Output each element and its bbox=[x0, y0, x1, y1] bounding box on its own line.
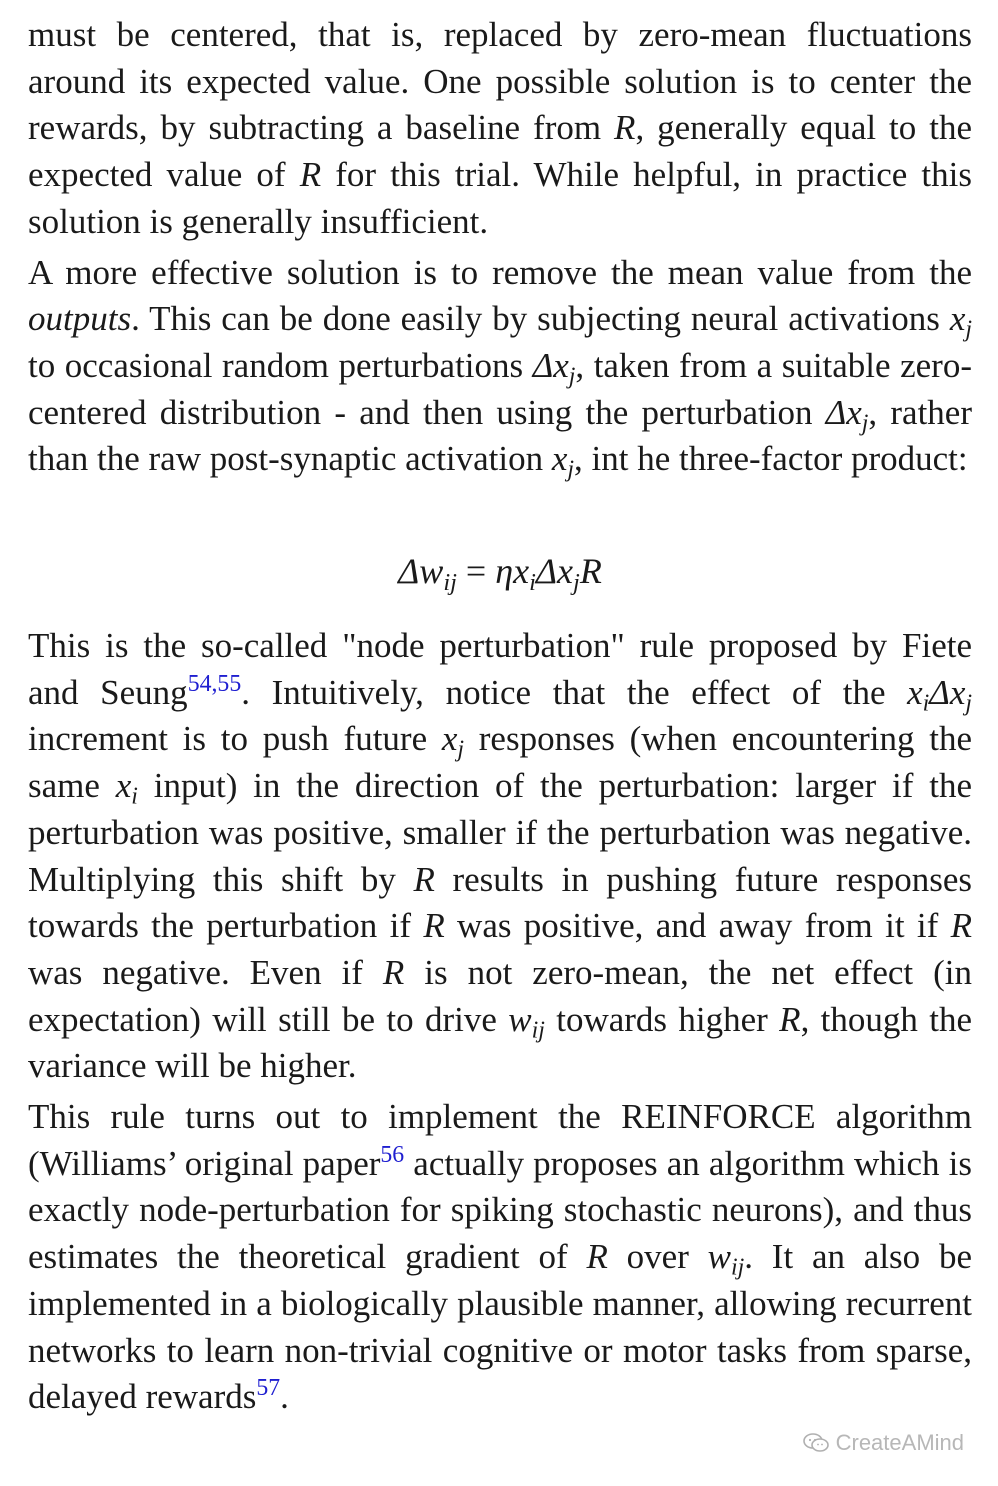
math-w: w bbox=[707, 1237, 732, 1277]
text: . Intuitively, notice that the effect of the bbox=[241, 672, 908, 712]
math-R: R bbox=[382, 952, 405, 992]
equation bbox=[28, 541, 972, 601]
text: , int he three-factor product: bbox=[574, 439, 968, 479]
eq-sub-j: j bbox=[573, 568, 580, 596]
math-R: R bbox=[423, 906, 445, 946]
paragraph-1 bbox=[28, 12, 972, 246]
citation-link[interactable]: 56 bbox=[380, 1141, 405, 1168]
math-R: R bbox=[413, 859, 435, 899]
text: A more effective solution is to remove the mean value from the bbox=[28, 252, 972, 292]
text: , taken from a suitable zero-centered distribution - and then using the perturbation bbox=[28, 345, 972, 432]
math-R: R bbox=[779, 999, 801, 1039]
eq-delta-x: Δx bbox=[535, 551, 573, 592]
text: for this trial. While helpful, in practice this solution is generally insufficient. bbox=[28, 155, 972, 241]
wechat-icon bbox=[802, 1432, 830, 1454]
text: , rather than the raw post-synaptic activation bbox=[28, 392, 972, 479]
eq-sub-ij: ij bbox=[443, 568, 457, 596]
eq-equals: = bbox=[456, 551, 496, 592]
text: must be centered, that is, replaced by zero-mean fluctuations around its expected value. One possible solution is to center the rewards, by subtracting a baseline from bbox=[28, 15, 972, 148]
math-sub-i: i bbox=[922, 690, 930, 717]
math-sub-j: j bbox=[965, 690, 972, 717]
math-sub-i: i bbox=[131, 783, 138, 810]
text: was negative. Even if bbox=[28, 952, 383, 992]
watermark-text: CreateAMind bbox=[835, 1430, 964, 1455]
text: This rule turns out to implement the REINFORCE algorithm (Williams’ original paper bbox=[28, 1097, 972, 1183]
math-x: x bbox=[907, 672, 923, 712]
math-x: x bbox=[441, 719, 458, 759]
text: over bbox=[607, 1237, 708, 1277]
paper-page bbox=[28, 12, 972, 1421]
text: is not zero-mean, the net effect (in expectation) will still be to drive bbox=[28, 952, 972, 1039]
text: input) in the direction of the perturbation: larger if the perturbation was positive, smaller if the perturbation was negative. Multiplying this shift by bbox=[28, 766, 972, 899]
paragraph-3 bbox=[28, 623, 972, 1090]
eq-eta-x: ηx bbox=[495, 551, 530, 592]
paragraph-4 bbox=[28, 1094, 972, 1421]
text: . bbox=[280, 1377, 289, 1417]
spacer bbox=[28, 601, 972, 623]
math-R: R bbox=[950, 906, 972, 946]
math-sub-ij: ij bbox=[731, 1254, 745, 1281]
text: This is the so-called "node perturbation" rule proposed by Fiete and Seung bbox=[28, 626, 972, 712]
math-R: R bbox=[299, 155, 322, 195]
watermark bbox=[802, 1430, 964, 1456]
text: to occasional random perturbations bbox=[28, 345, 533, 385]
math-sub-j: j bbox=[457, 737, 465, 764]
math-sub-j: j bbox=[568, 363, 576, 390]
math-delta-x: Δx bbox=[532, 345, 569, 385]
math-sub-ij: ij bbox=[531, 1017, 545, 1044]
eq-R: R bbox=[579, 551, 602, 592]
emphasis-outputs: outputs bbox=[28, 299, 132, 339]
math-sub-j: j bbox=[965, 316, 972, 343]
math-R: R bbox=[586, 1237, 608, 1277]
math-x: x bbox=[551, 439, 568, 479]
text: . It an also be implemented in a biologically plausible manner, allowing recurrent networks to learn non-trivial cognitive or motor tasks from sparse, delayed rewards bbox=[28, 1237, 972, 1417]
math-w: w bbox=[508, 999, 532, 1039]
spacer bbox=[28, 483, 972, 541]
math-x: x bbox=[115, 766, 132, 806]
citation-link[interactable]: 54,55 bbox=[187, 670, 242, 697]
math-sub-j: j bbox=[861, 410, 869, 437]
eq-delta-w: Δw bbox=[398, 551, 444, 592]
text: towards higher bbox=[544, 999, 780, 1039]
paragraph-2 bbox=[28, 250, 972, 484]
eq-sub-i: i bbox=[529, 568, 536, 596]
math-delta-x: Δx bbox=[929, 672, 966, 712]
math-delta-x: Δx bbox=[825, 392, 862, 432]
text: was positive, and away from it if bbox=[444, 906, 951, 946]
text: , though the variance will be higher. bbox=[28, 999, 973, 1086]
math-x: x bbox=[949, 299, 966, 339]
math-sub-j: j bbox=[567, 456, 575, 483]
math-R: R bbox=[614, 108, 636, 148]
text: increment is to push future bbox=[28, 719, 442, 759]
text: results in pushing future responses towards the perturbation if bbox=[28, 859, 972, 946]
text: , generally equal to the expected value of bbox=[28, 108, 973, 195]
text: . This can be done easily by subjecting neural activations bbox=[131, 299, 950, 339]
text: responses (when encountering the same bbox=[28, 719, 972, 806]
text: actually proposes an algorithm which is exactly node-perturbation for spiking stochastic neurons), and thus estimates the theoretical gradient of bbox=[28, 1143, 972, 1277]
citation-link[interactable]: 57 bbox=[256, 1375, 281, 1402]
